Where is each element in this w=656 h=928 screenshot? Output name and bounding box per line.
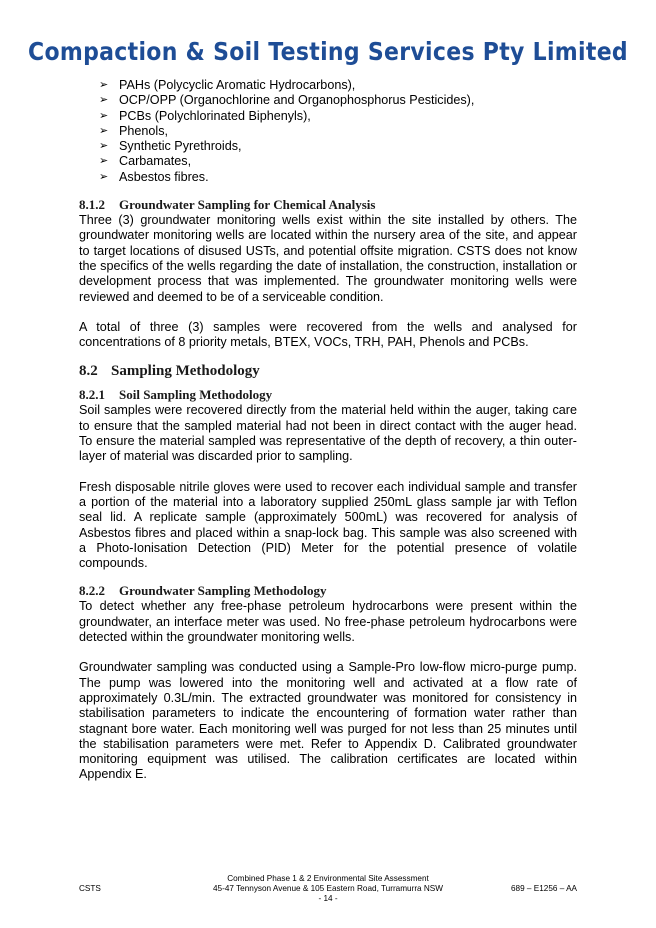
footer-site-address: 45-47 Tennyson Avenue & 105 Eastern Road, Turramurra NSW xyxy=(213,884,443,893)
footer-report-title: Combined Phase 1 & 2 Environmental Site Assessment xyxy=(227,874,429,883)
document-body xyxy=(79,78,577,783)
company-header: Compaction & Soil Testing Services Pty Limited xyxy=(28,38,628,67)
list-item: ➢ Synthetic Pyrethroids, xyxy=(99,139,242,154)
footer-report-info xyxy=(79,874,577,904)
arrow-bullet-icon: ➢ xyxy=(99,79,109,91)
arrow-bullet-icon: ➢ xyxy=(99,140,109,153)
footer-job-number: 689 – E1256 – AA xyxy=(510,884,577,893)
analyte-list xyxy=(79,78,577,185)
section-heading-8-2-1: 8.2.1 Soil Sampling Methodology xyxy=(79,387,273,403)
list-item: ➢ Phenols, xyxy=(99,123,169,138)
paragraph: To detect whether any free-phase petroleum hydrocarbons were present within the groundwater, an interface meter was used. No free-phase petroleum hydrocarbons were detected within the groundwater monitoring wells. xyxy=(79,599,577,645)
footer-company: CSTS xyxy=(79,884,101,893)
paragraph: A total of three (3) samples were recovered from the wells and analysed for concentrations of 8 priority metals, BTEX, VOCs, TRH, PAH, Phenols and PCBs. xyxy=(79,319,577,350)
page-number: - 14 - xyxy=(318,894,338,903)
list-item: ➢ OCP/OPP (Organochlorine and Organophosphorus Pesticides), xyxy=(99,93,475,108)
paragraph: Fresh disposable nitrile gloves were used to recover each individual sample and transfer a portion of the material into a laboratory supplied 250mL glass sample jar with Teflon seal lid. A replicate sample (approximately 500mL) was recovered for analysis of Asbestos fibres and placed within a snap-lock bag. This sample was also screened with a Photo-Ionisation Detection (PID) Meter for the potential presence of volatile compounds. xyxy=(79,479,577,571)
section-heading-8-2: 8.2 Sampling Methodology xyxy=(79,363,260,380)
paragraph: Three (3) groundwater monitoring wells exist within the site installed by others. The groundwater monitoring wells are located within the nursery area of the site, and appear to target locations of disused USTs, and potential offsite migration. CSTS does not know the specifics of the wells regarding the date of installation, the construction, installation or development process that was implemented. The groundwater monitoring wells were reviewed and deemed to be of a serviceable condition. xyxy=(79,213,577,304)
arrow-bullet-icon: ➢ xyxy=(99,124,109,137)
list-item: ➢ PCBs (Polychlorinated Biphenyls), xyxy=(99,108,311,123)
arrow-bullet-icon: ➢ xyxy=(99,170,109,183)
section-heading-8-2-2: 8.2.2 Groundwater Sampling Methodology xyxy=(79,583,327,599)
section-heading-8-1-2: 8.1.2 Groundwater Sampling for Chemical Analysis xyxy=(79,197,376,213)
arrow-bullet-icon: ➢ xyxy=(99,109,109,122)
list-item: ➢ PAHs (Polycyclic Aromatic Hydrocarbons), xyxy=(99,78,356,92)
paragraph: Soil samples were recovered directly from the material held within the auger, taking care to ensure that the sampled material had not been in direct contact with the auger head. To ensure the material sampled was representative of the depth of recovery, a thin outer-layer of material was discarded prior to sampling. xyxy=(79,403,577,464)
list-item: ➢ Asbestos fibres. xyxy=(99,169,209,184)
arrow-bullet-icon: ➢ xyxy=(99,94,109,107)
paragraph: Groundwater sampling was conducted using a Sample-Pro low-flow micro-purge pump. The pump was lowered into the monitoring well and activated at a flow rate of approximately 0.3L/min. The extracted groundwater was monitored for consistency in stabilisation parameters to indicate the encountering of formation water rather than stagnant bore water. Each monitoring well was purged for not less than 25 minutes until the stabilisation parameters were met. Refer to Appendix D. Calibrated groundwater monitoring equipment was utilised. The calibration certificates are located within Appendix E. xyxy=(79,660,577,782)
list-item: ➢ Carbamates, xyxy=(99,154,192,169)
arrow-bullet-icon: ➢ xyxy=(99,155,109,168)
